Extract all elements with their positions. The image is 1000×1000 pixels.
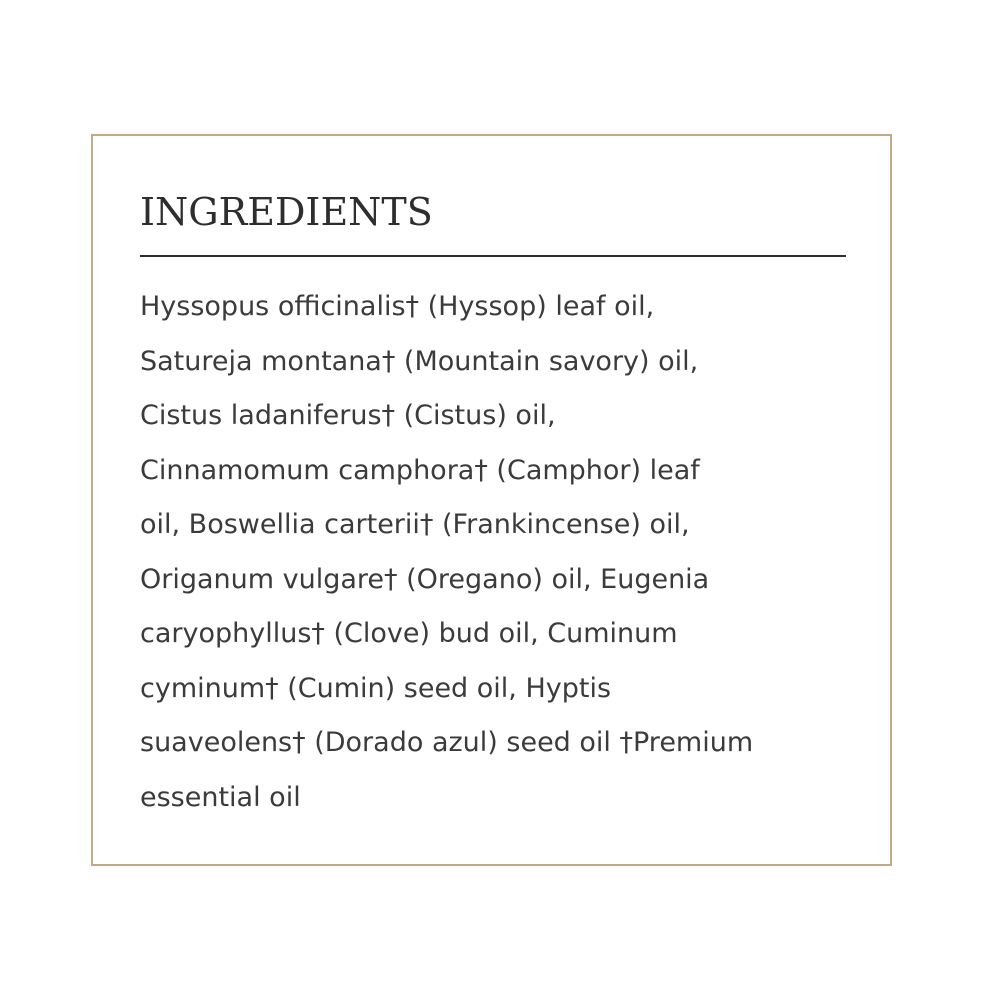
ingredients-line: Origanum vulgare† (Oregano) oil, Eugenia <box>140 563 710 595</box>
ingredients-line: oil, Boswellia carterii† (Frankincense) oil, <box>140 509 690 540</box>
ingredients-line: suaveolens† (Dorado azul) seed oil †Premium <box>140 727 754 758</box>
ingredients-panel <box>91 134 892 866</box>
ingredients-line: cyminum† (Cumin) seed oil, Hyptis <box>140 672 612 704</box>
heading-divider <box>140 255 846 257</box>
ingredients-line: Satureja montana† (Mountain savory) oil, <box>140 345 699 377</box>
ingredients-line: Cinnamomum camphora† (Camphor) leaf <box>140 454 700 486</box>
ingredients-line: essential oil <box>140 781 301 813</box>
ingredients-line: caryophyllus† (Clove) bud oil, Cuminum <box>140 618 678 649</box>
ingredients-heading: INGREDIENTS <box>140 190 433 234</box>
ingredients-line: Cistus ladaniferus† (Cistus) oil, <box>140 400 556 431</box>
ingredients-text <box>140 280 850 825</box>
ingredients-line: Hyssopus officinalis† (Hyssop) leaf oil, <box>140 291 655 322</box>
